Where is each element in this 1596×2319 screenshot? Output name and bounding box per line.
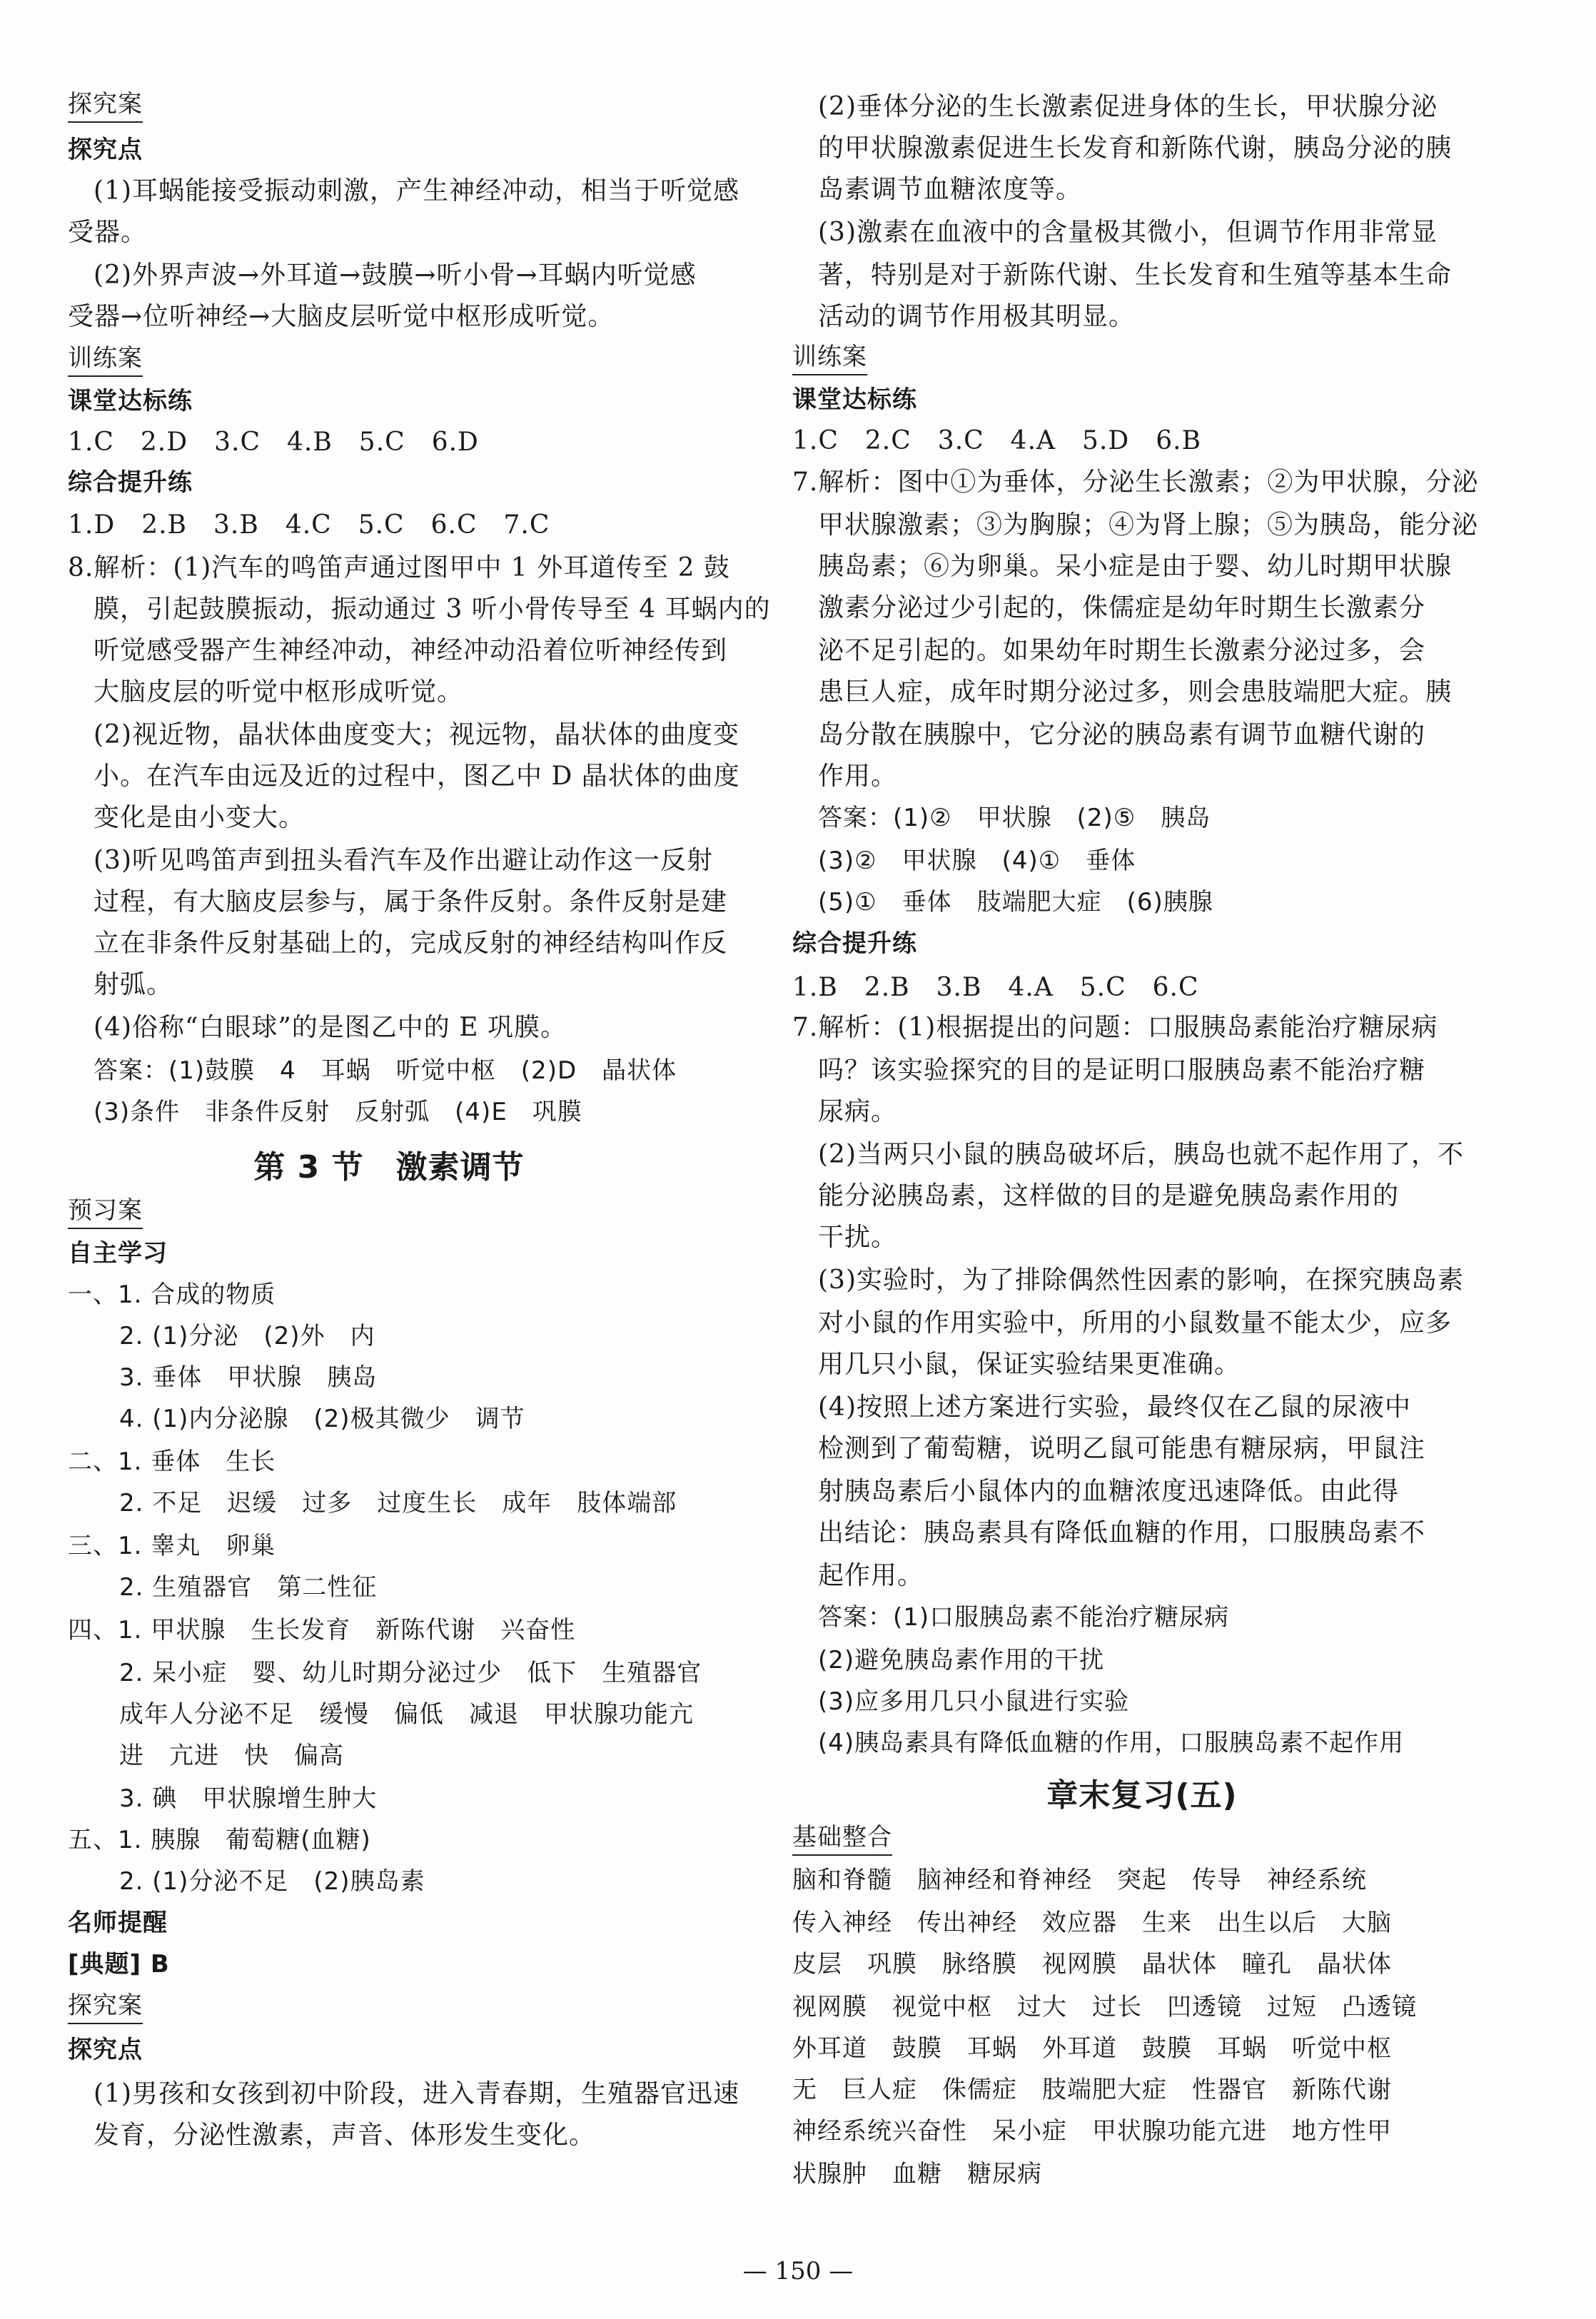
text-line: 四、1. 甲状腺 生长发育 新陈代谢 兴奋性: [68, 1616, 576, 1644]
text-line: 成年人分泌不足 缓慢 偏低 减退 甲状腺功能亢: [119, 1700, 694, 1729]
text-line: 8.解析：(1)汽车的鸣笛声通过图甲中 1 外耳道传至 2 鼓: [68, 553, 730, 582]
text-line: (1)耳蜗能接受振动刺激，产生神经冲动，相当于听觉感: [94, 176, 739, 206]
text-line: 甲状腺激素；③为胸腺；④为肾上腺；⑤为胰岛，能分泌: [818, 510, 1479, 540]
text-line: 1.B 2.B 3.B 4.A 5.C 6.C: [792, 973, 1199, 1002]
section-tab-label: 训练案: [68, 341, 143, 377]
text-line: 4. (1)内分泌腺 (2)极其微少 调节: [119, 1405, 525, 1433]
text-line: 二、1. 垂体 生长: [68, 1448, 276, 1476]
text-line: 7.解析：图中①为垂体，分泌生长激素；②为甲状腺，分泌: [792, 468, 1479, 497]
text-line: 1.C 2.D 3.C 4.B 5.C 6.D: [68, 428, 479, 457]
section-tab-label: 探究案: [68, 87, 143, 123]
text-line: 干扰。: [818, 1223, 898, 1252]
text-line: (4)胰岛素具有降低血糖的作用，口服胰岛素不起作用: [818, 1729, 1405, 1757]
text-line: 小。在汽车由远及近的过程中，图乙中 D 晶状体的曲度: [94, 762, 740, 791]
section-tab-label: 探究案: [68, 1989, 143, 2024]
text-line: 2. (1)分泌不足 (2)胰岛素: [119, 1867, 425, 1896]
section-title: 章末复习(五): [1046, 1777, 1238, 1814]
section-tab-label: 训练案: [792, 340, 867, 375]
text-line: 神经系统兴奋性 呆小症 甲状腺功能亢进 地方性甲: [792, 2117, 1392, 2146]
text-line: 3. 碘 甲状腺增生肿大: [119, 1784, 378, 1813]
text-line: 射胰岛素后小鼠体内的血糖浓度迅速降低。由此得: [818, 1477, 1400, 1506]
text-line: 尿病。: [818, 1097, 898, 1126]
text-line: (3)实验时，为了排除偶然性因素的影响，在探究胰岛素: [818, 1265, 1464, 1295]
text-line: 脑和脊髓 脑神经和脊神经 突起 传导 神经系统: [792, 1866, 1367, 1894]
text-line: (4)俗称“白眼球”的是图乙中的 E 巩膜。: [94, 1013, 567, 1042]
text-line: 起作用。: [818, 1561, 924, 1590]
text-line: 7.解析：(1)根据提出的问题：口服胰岛素能治疗糖尿病: [792, 1013, 1438, 1042]
text-line: 答案：(1)口服胰岛素不能治疗糖尿病: [818, 1603, 1230, 1632]
text-line: 出结论：胰岛素具有降低血糖的作用，口服胰岛素不: [818, 1518, 1426, 1547]
text-line: (3)听见鸣笛声到扭头看汽车及作出避让动作这一反射: [94, 846, 713, 875]
text-line: 3. 垂体 甲状腺 胰岛: [119, 1363, 378, 1392]
text-line: 皮层 巩膜 脉络膜 视网膜 晶状体 瞳孔 晶状体: [792, 1950, 1392, 1979]
text-line: 1.D 2.B 3.B 4.C 5.C 6.C 7.C: [68, 510, 550, 540]
text-line: (2)垂体分泌的生长激素促进身体的生长，甲状腺分泌: [818, 92, 1438, 121]
text-line: 答案：(1)鼓膜 4 耳蜗 听觉中枢 (2)D 晶状体: [94, 1056, 677, 1085]
text-line: 视网膜 视觉中枢 过大 过长 凹透镜 过短 凸透镜: [792, 1993, 1417, 2021]
text-line: 1.C 2.C 3.C 4.A 5.D 6.B: [792, 426, 1202, 455]
text-line: 著，特别是对于新陈代谢、生长发育和生殖等基本生命: [818, 261, 1453, 290]
text-line: 进 亢进 快 偏高: [119, 1742, 344, 1770]
text-line: 膜，引起鼓膜振动，振动通过 3 听小骨传导至 4 耳蜗内的: [94, 595, 771, 624]
page-number: — 150 —: [742, 2257, 854, 2285]
text-line: (3)应多用几只小鼠进行实验: [818, 1687, 1130, 1716]
text-line: 2. 生殖器官 第二性征: [119, 1573, 378, 1602]
text-line: 过程，有大脑皮层参与，属于条件反射。条件反射是建: [94, 887, 728, 916]
text-line: 大脑皮层的听觉中枢形成听觉。: [94, 677, 464, 707]
text-line: 泌不足引起的。如果幼年时期生长激素分泌过多，会: [818, 636, 1426, 665]
text-line: 活动的调节作用极其明显。: [818, 302, 1136, 331]
text-line: (5)① 垂体 肢端肥大症 (6)胰腺: [818, 888, 1213, 916]
text-line: 吗？该实验探究的目的是证明口服胰岛素不能治疗糖: [818, 1056, 1426, 1085]
subheading: 探究点: [68, 136, 143, 164]
text-line: 状腺肿 血糖 糖尿病: [792, 2160, 1042, 2188]
text-line: 立在非条件反射基础上的，完成反射的神经结构叫作反: [94, 929, 728, 958]
text-line: (2)避免胰岛素作用的干扰: [818, 1646, 1105, 1674]
subheading: [典题] B: [68, 1950, 170, 1979]
text-line: 听觉感受器产生神经冲动，神经冲动沿着位听神经传到: [94, 636, 728, 665]
text-line: (2)外界声波→外耳道→鼓膜→听小骨→耳蜗内听觉感: [94, 261, 697, 290]
text-line: 三、1. 睾丸 卵巢: [68, 1532, 276, 1560]
text-line: (4)按照上述方案进行实验，最终仅在乙鼠的尿液中: [818, 1393, 1411, 1422]
text-line: 射弧。: [94, 970, 173, 999]
text-line: 无 巨人症 侏儒症 肢端肥大症 性器官 新陈代谢: [792, 2076, 1392, 2104]
text-line: 的甲状腺激素促进生长发育和新陈代谢，胰岛分泌的胰: [818, 133, 1453, 163]
subheading: 课堂达标练: [68, 387, 193, 415]
text-line: (1)男孩和女孩到初中阶段，进入青春期，生殖器官迅速: [94, 2079, 739, 2108]
text-line: (3)② 甲状腺 (4)① 垂体: [818, 847, 1136, 875]
text-line: (3)激素在血液中的含量极其微小，但调节作用非常显: [818, 218, 1438, 247]
text-line: 用几只小鼠，保证实验结果更准确。: [818, 1350, 1241, 1379]
text-line: 岛分散在胰腺中，它分泌的胰岛素有调节血糖代谢的: [818, 720, 1426, 749]
text-line: 五、1. 胰腺 葡萄糖(血糖): [68, 1826, 371, 1854]
text-line: 2. (1)分泌 (2)外 内: [119, 1322, 375, 1350]
text-line: (3)条件 非条件反射 反射弧 (4)E 巩膜: [94, 1098, 582, 1126]
text-line: 胰岛素；⑥为卵巢。呆小症是由于婴、幼儿时期甲状腺: [818, 552, 1453, 581]
text-line: 外耳道 鼓膜 耳蜗 外耳道 鼓膜 耳蜗 听觉中枢: [792, 2034, 1392, 2063]
text-line: 发育，分泌性激素，声音、体形发生变化。: [94, 2121, 596, 2150]
subheading: 综合提升练: [68, 468, 193, 497]
text-line: 激素分泌过少引起的，侏儒症是幼年时期生长激素分: [818, 593, 1426, 622]
text-line: 变化是由小变大。: [94, 803, 305, 832]
text-line: 答案：(1)② 甲状腺 (2)⑤ 胰岛: [818, 804, 1211, 832]
text-line: 2. 呆小症 婴、幼儿时期分泌过少 低下 生殖器官: [119, 1659, 702, 1687]
text-line: 受器→位听神经→大脑皮层听觉中枢形成听觉。: [68, 302, 615, 331]
subheading: 探究点: [68, 2036, 143, 2064]
text-line: (2)视近物，晶状体曲度变大；视远物，晶状体的曲度变: [94, 720, 739, 749]
text-line: 能分泌胰岛素，这样做的目的是避免胰岛素作用的: [818, 1181, 1400, 1211]
subheading: 课堂达标练: [792, 385, 917, 414]
subheading: 自主学习: [68, 1239, 168, 1268]
text-line: 2. 不足 迟缓 过多 过度生长 成年 肢体端部: [119, 1489, 677, 1517]
text-line: (2)当两只小鼠的胰岛破坏后，胰岛也就不起作用了，不: [818, 1140, 1464, 1169]
text-line: 一、1. 合成的物质: [68, 1280, 276, 1309]
section-title: 第 3 节 激素调节: [253, 1149, 525, 1186]
text-line: 患巨人症，成年时期分泌过多，则会患肢端肥大症。胰: [818, 677, 1453, 707]
text-line: 传入神经 传出神经 效应器 生来 出生以后 大脑: [792, 1909, 1392, 1937]
text-line: 检测到了葡萄糖，说明乙鼠可能患有糖尿病，甲鼠注: [818, 1434, 1426, 1463]
text-line: 作用。: [818, 762, 898, 791]
section-tab-label: 基础整合: [792, 1820, 892, 1856]
subheading: 名师提醒: [68, 1909, 168, 1937]
text-line: 对小鼠的作用实验中，所用的小鼠数量不能太少，应多: [818, 1308, 1453, 1338]
section-tab-label: 预习案: [68, 1193, 143, 1229]
text-line: 受器。: [68, 218, 148, 247]
text-line: 岛素调节血糖浓度等。: [818, 175, 1083, 204]
subheading: 综合提升练: [792, 929, 917, 958]
